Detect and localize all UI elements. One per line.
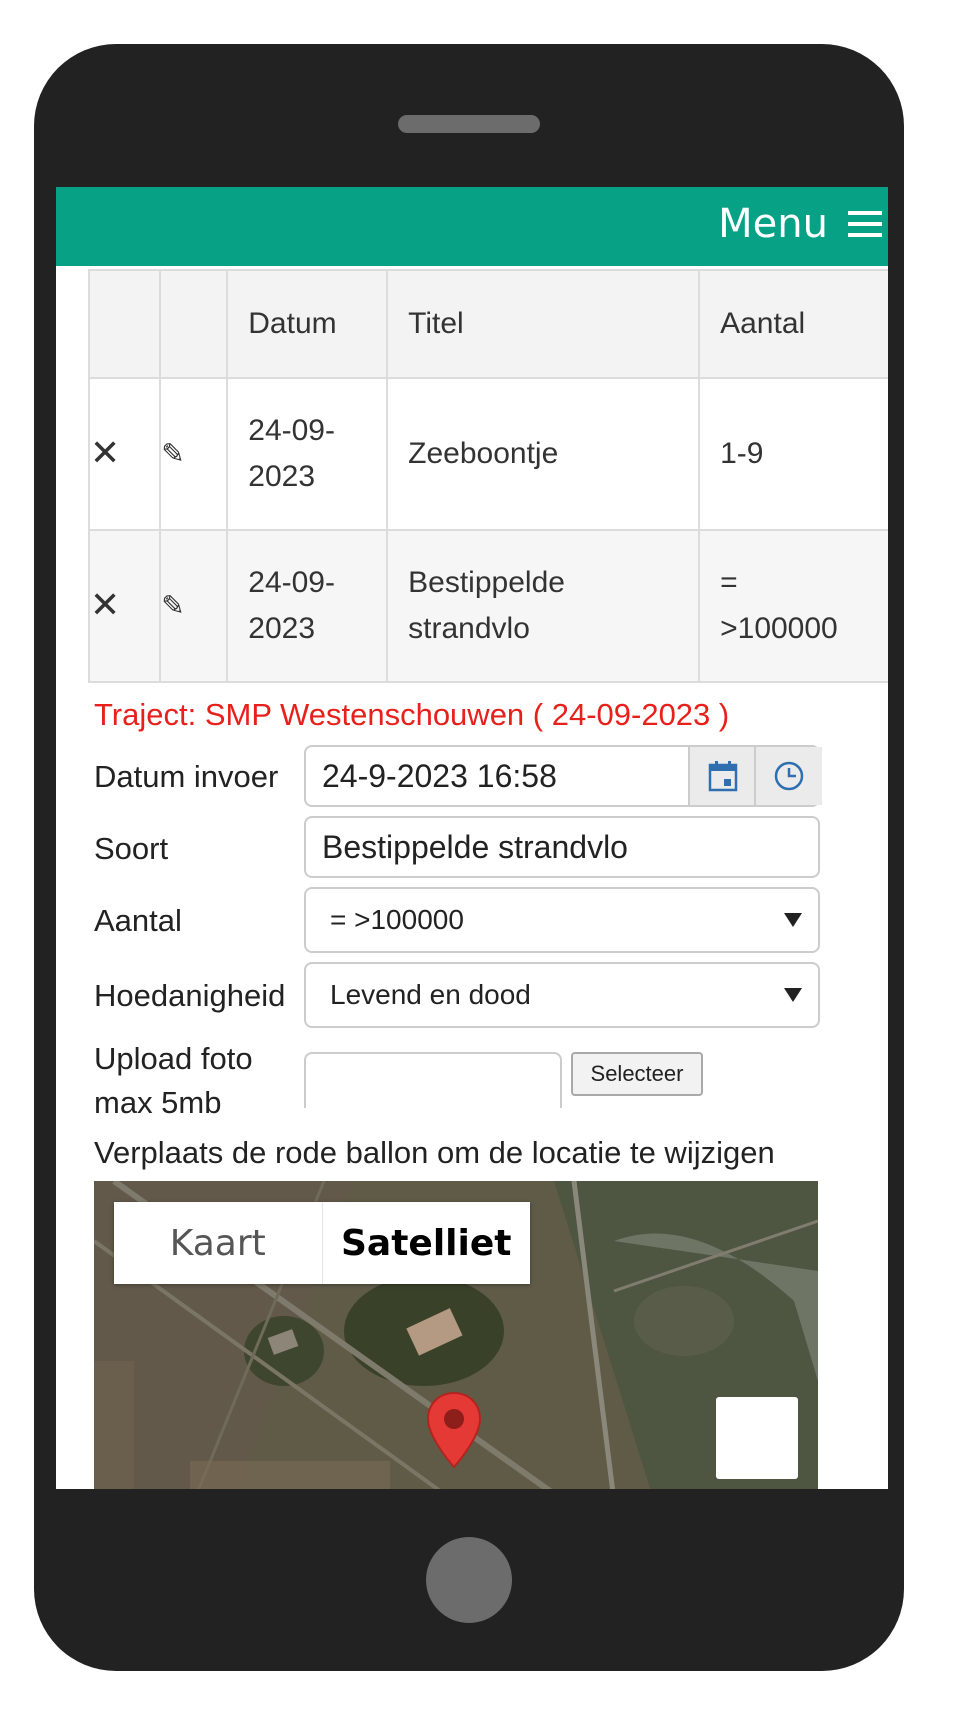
column-header-edit <box>160 270 227 378</box>
datum-invoer-label: Datum invoer <box>94 759 279 794</box>
hoedanigheid-label: Hoedanigheid <box>94 978 286 1013</box>
map-type-kaart[interactable]: Kaart <box>169 1222 266 1264</box>
map-marker-icon[interactable] <box>426 1391 482 1471</box>
cell-datum: 24-09- 2023 <box>227 530 387 682</box>
datum-invoer-value: 24-9-2023 16:58 <box>322 758 557 794</box>
map-hint: Verplaats de rode ballon om de locatie te wijzigen <box>94 1135 775 1170</box>
soort-value: Bestippelde strandvlo <box>322 829 628 865</box>
edit-button[interactable] <box>160 378 227 530</box>
map-type-toggle <box>114 1202 530 1284</box>
hoedanigheid-select[interactable] <box>304 962 820 1028</box>
fullscreen-button[interactable] <box>716 1397 798 1479</box>
delete-button[interactable] <box>89 530 160 682</box>
observations-table <box>88 269 888 683</box>
dropdown-arrow-icon <box>784 988 802 1002</box>
close-icon: ✕ <box>90 583 121 625</box>
column-header-aantal: Aantal <box>699 270 888 378</box>
menu-label: Menu <box>718 201 828 247</box>
aantal-value: = >100000 <box>330 904 464 935</box>
select-file-button[interactable]: Selecteer <box>571 1052 703 1096</box>
edit-button[interactable] <box>160 530 227 682</box>
table-header-row <box>89 270 888 378</box>
pencil-icon: ✎ <box>161 590 185 621</box>
map-type-satelliet[interactable]: Satelliet <box>322 1202 531 1284</box>
phone-screen <box>56 187 888 1489</box>
table-row <box>89 378 888 530</box>
dropdown-arrow-icon <box>784 913 802 927</box>
calendar-button[interactable] <box>688 747 756 805</box>
table-row <box>89 530 888 682</box>
menu-button[interactable] <box>718 201 882 247</box>
column-header-datum: Datum <box>227 270 387 378</box>
upload-file-input[interactable] <box>304 1052 562 1108</box>
hoedanigheid-value: Levend en dood <box>330 979 531 1010</box>
time-button[interactable] <box>754 747 822 805</box>
location-map[interactable] <box>94 1181 818 1489</box>
phone-speaker <box>398 115 540 133</box>
cell-titel: Bestippelde strandvlo <box>387 530 699 682</box>
cell-aantal: 1-9 <box>699 378 888 530</box>
delete-button[interactable] <box>89 378 160 530</box>
aantal-label: Aantal <box>94 903 182 938</box>
datum-invoer-field[interactable] <box>304 745 820 807</box>
upload-label: Upload foto max 5mb <box>94 1041 253 1120</box>
close-icon: ✕ <box>90 431 121 473</box>
soort-label: Soort <box>94 831 169 866</box>
traject-title: Traject: SMP Westenschouwen ( 24-09-2023 ) <box>94 697 730 732</box>
calendar-icon <box>708 760 738 792</box>
cell-titel: Zeeboontje <box>387 378 699 530</box>
column-header-delete <box>89 270 160 378</box>
pencil-icon: ✎ <box>161 438 185 469</box>
aantal-select[interactable] <box>304 887 820 953</box>
column-header-titel: Titel <box>387 270 699 378</box>
soort-input[interactable] <box>304 816 820 878</box>
phone-home-button[interactable] <box>426 1537 512 1623</box>
cell-datum: 24-09- 2023 <box>227 378 387 530</box>
hamburger-icon <box>848 211 882 237</box>
top-nav-bar <box>56 187 888 266</box>
cell-aantal: = >100000 <box>699 530 888 682</box>
clock-icon <box>773 760 805 792</box>
